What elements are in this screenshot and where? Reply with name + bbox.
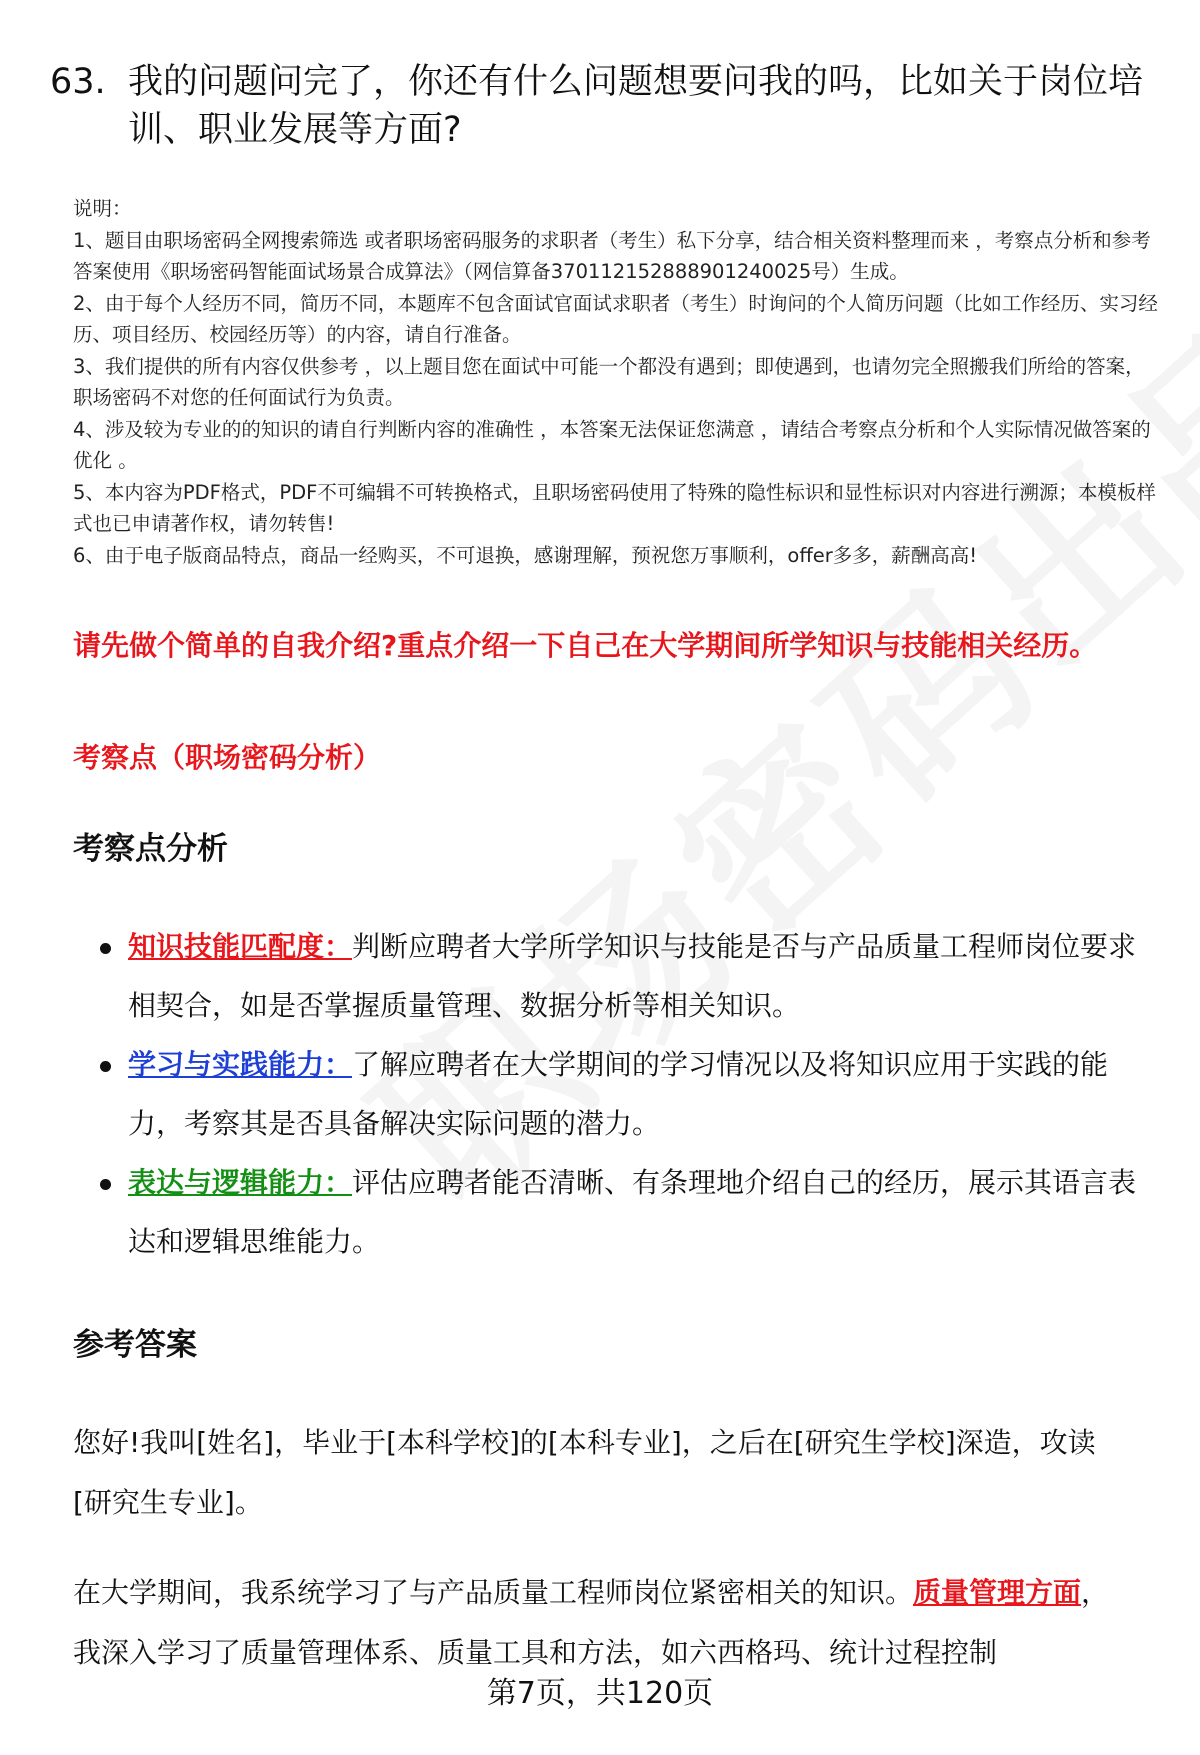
bullet-item	[128, 917, 1148, 1035]
notes-block	[73, 193, 1163, 571]
note-item: 5、本内容为PDF格式，PDF不可编辑不可转换格式，且职场密码使用了特殊的隐性标识和显性标识对内容进行溯源；本模板样式也已申请著作权，请勿转售!	[73, 480, 1156, 535]
question-number: 63.	[50, 62, 106, 102]
note-item: 1、题目由职场密码全网搜索筛选 或者职场密码服务的求职者（考生）私下分享，结合相关资料整理而来 ，考察点分析和参考答案使用《职场密码智能面试场景合成算法》（网信算备370112152888901240025号）生成。	[73, 228, 1151, 283]
answer-text: 在大学期间，我系统学习了与产品质量工程师岗位紧密相关的知识。	[73, 1576, 914, 1609]
page-footer: 第7页，共120页	[486, 1676, 714, 1711]
kaochadian-label: 考察点（职场密码分析）	[73, 741, 382, 774]
bullet-item	[128, 1035, 1148, 1153]
interview-question: 请先做个简单的自我介绍?重点介绍一下自己在大学期间所学知识与技能相关经历。	[73, 629, 1098, 662]
analysis-bullets	[0, 917, 1200, 1271]
analysis-heading: 考察点分析	[73, 831, 228, 867]
note-item: 3、我们提供的所有内容仅供参考 ，以上题目您在面试中可能一个都没有遇到；即使遇到，也请勿完全照搬我们所给的答案，职场密码不对您的任何面试行为负责。	[73, 354, 1145, 409]
answer-text: ，我深入学习了质量管理体系、质量工具和方法，如六西格玛、统计过程控制	[73, 1576, 1110, 1669]
bullet-dot-icon	[100, 1061, 111, 1072]
bullet-label: 学习与实践能力：	[128, 1048, 353, 1081]
notes-title: 说明：	[73, 197, 132, 220]
answer-emphasis: 质量管理方面	[913, 1576, 1082, 1609]
bullet-text: 了解应聘者在大学期间的学习情况以及将知识应用于实践的能力，考察其是否具备解决实际问题的潜力。	[128, 1048, 1109, 1140]
answer-paragraph: 您好!我叫[姓名]，毕业于[本科学校]的[本科专业]，之后在[研究生学校]深造，攻读[研究生专业]。	[73, 1426, 1096, 1519]
note-item: 4、涉及较为专业的的知识的请自行判断内容的准确性 ，本答案无法保证您满意 ，请结合考察点分析和个人实际情况做答案的优化 。	[73, 417, 1151, 472]
bullet-item	[128, 1153, 1148, 1271]
bullet-label: 表达与逻辑能力：	[128, 1166, 353, 1199]
question-heading	[50, 58, 1150, 154]
bullet-text: 判断应聘者大学所学知识与技能是否与产品质量工程师岗位要求相契合，如是否掌握质量管理、数据分析等相关知识。	[128, 930, 1137, 1022]
note-item: 2、由于每个人经历不同，简历不同，本题库不包含面试官面试求职者（考生）时询问的个人简历问题（比如工作经历、实习经历、项目经历、校园经历等）的内容，请自行准备。	[73, 291, 1158, 346]
bullet-text: 评估应聘者能否清晰、有条理地介绍自己的经历，展示其语言表达和逻辑思维能力。	[128, 1166, 1137, 1258]
bullet-label: 知识技能匹配度：	[128, 930, 353, 963]
bullet-dot-icon	[100, 943, 111, 954]
answer-paragraph	[73, 1563, 1133, 1683]
question-text: 我的问题问完了，你还有什么问题想要问我的吗，比如关于岗位培训、职业发展等方面?	[128, 62, 1144, 150]
bullet-dot-icon	[100, 1179, 111, 1190]
answer-heading: 参考答案	[73, 1327, 197, 1363]
note-item: 6、由于电子版商品特点，商品一经购买，不可退换，感谢理解，预祝您万事顺利，offer多多，薪酬高高!	[73, 543, 978, 567]
